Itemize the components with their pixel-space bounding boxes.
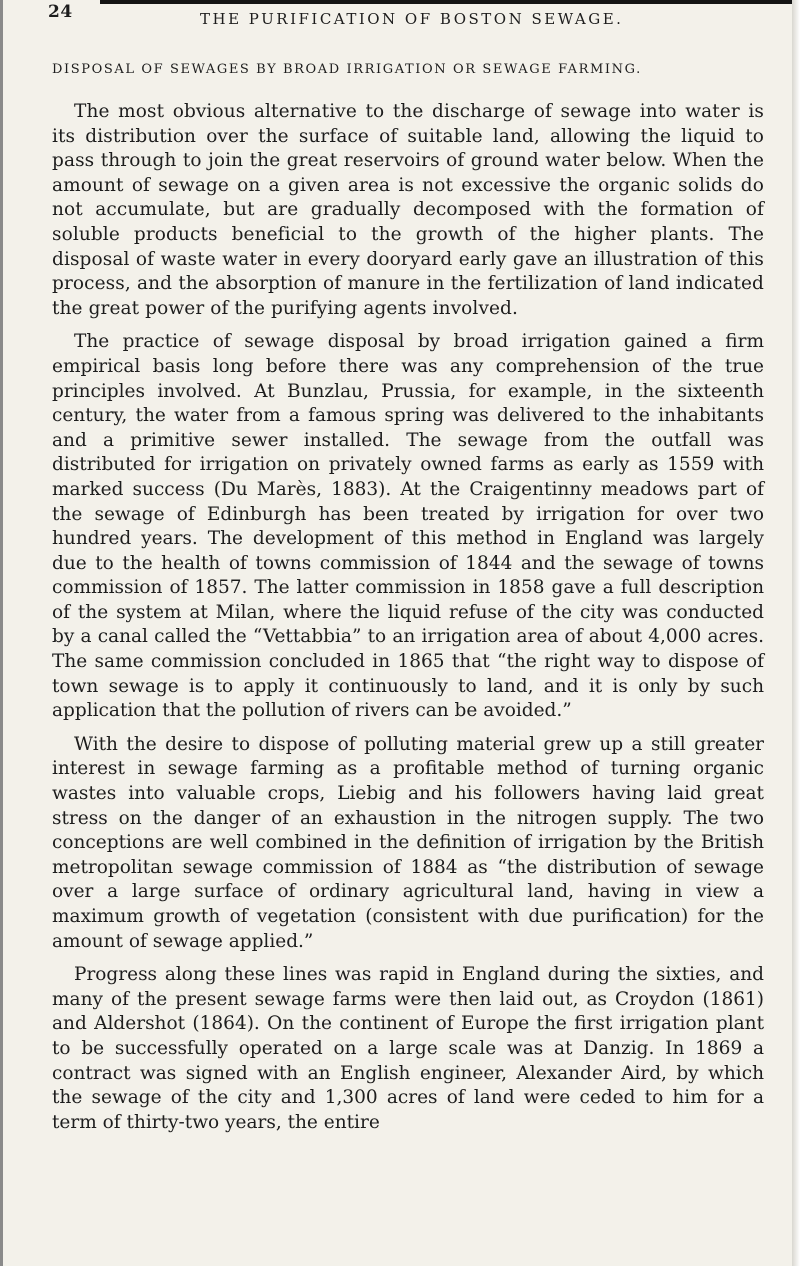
paragraph: The practice of sewage disposal by broad irrigation gained a firm empirical basis long before there was any comprehension of the true principles involved. At Bunzlau, Prussia, for example, in the sixteenth century, the water from a famous spring was delivered to the inhabitants and a primitive sewer installed. The sewage from the outfall was distributed for irrigation on privately owned farms as early as 1559 with marked success (Du Marès, 1883). At the Craigentinny meadows part of the sewage of Edinburgh has been treated by irrigation for over two hundred years. The development of this method in England was largely due to the health of towns commission of 1844 and the sewage of towns commission of 1857. The latter commission in 1858 gave a full description of the system at Milan, where the liquid refuse of the city was conducted by a canal called the “Vettabbia” to an irrigation area of about 4,000 acres. The same commission concluded in 1865 that “the right way to dispose of town sewage is to apply it continuously to land, and it is only by such application that the pollution of rivers can be avoided.” xyxy=(52,331,764,722)
body-text xyxy=(52,100,764,1144)
page-edge xyxy=(792,0,800,1266)
page-number: 24 xyxy=(48,2,73,22)
paragraph: The most obvious alternative to the discharge of sewage into water is its distribution over the surface of suitable land, allowing the liquid to pass through to join the great reservoirs of ground water below. When the amount of sewage on a given area is not excessive the organic solids do not accumulate, but are gradually decomposed with the formation of soluble products beneficial to the growth of the higher plants. The disposal of waste water in every dooryard early gave an illustration of this process, and the absorption of manure in the fertilization of land indicated the great power of the purifying agents involved. xyxy=(52,101,764,319)
running-head: THE PURIFICATION OF BOSTON SEWAGE. xyxy=(200,10,624,28)
section-heading: DISPOSAL OF SEWAGES BY BROAD IRRIGATION OR SEWAGE FARMING. xyxy=(52,62,642,77)
top-rule xyxy=(100,0,800,4)
paragraph: Progress along these lines was rapid in England during the sixties, and many of the present sewage farms were then laid out, as Croydon (1861) and Aldershot (1864). On the continent of Europe the first irrigation plant to be successfully operated on a large scale was at Danzig. In 1869 a contract was signed with an English engineer, Alexander Aird, by which the sewage of the city and 1,300 acres of land were ceded to him for a term of thirty-two years, the entire xyxy=(52,964,764,1133)
paragraph: With the desire to dispose of polluting material grew up a still greater interest in sewage farming as a profitable method of turning organic wastes into valuable crops, Liebig and his followers having laid great stress on the danger of an exhaustion in the nitrogen supply. The two conceptions are well combined in the definition of irrigation by the British metropolitan sewage commission of 1884 as “the distribution of sewage over a large surface of ordinary agricultural land, having in view a maximum growth of vegetation (consistent with due purification) for the amount of sewage applied.” xyxy=(52,733,764,952)
left-margin-rule xyxy=(0,0,3,1266)
